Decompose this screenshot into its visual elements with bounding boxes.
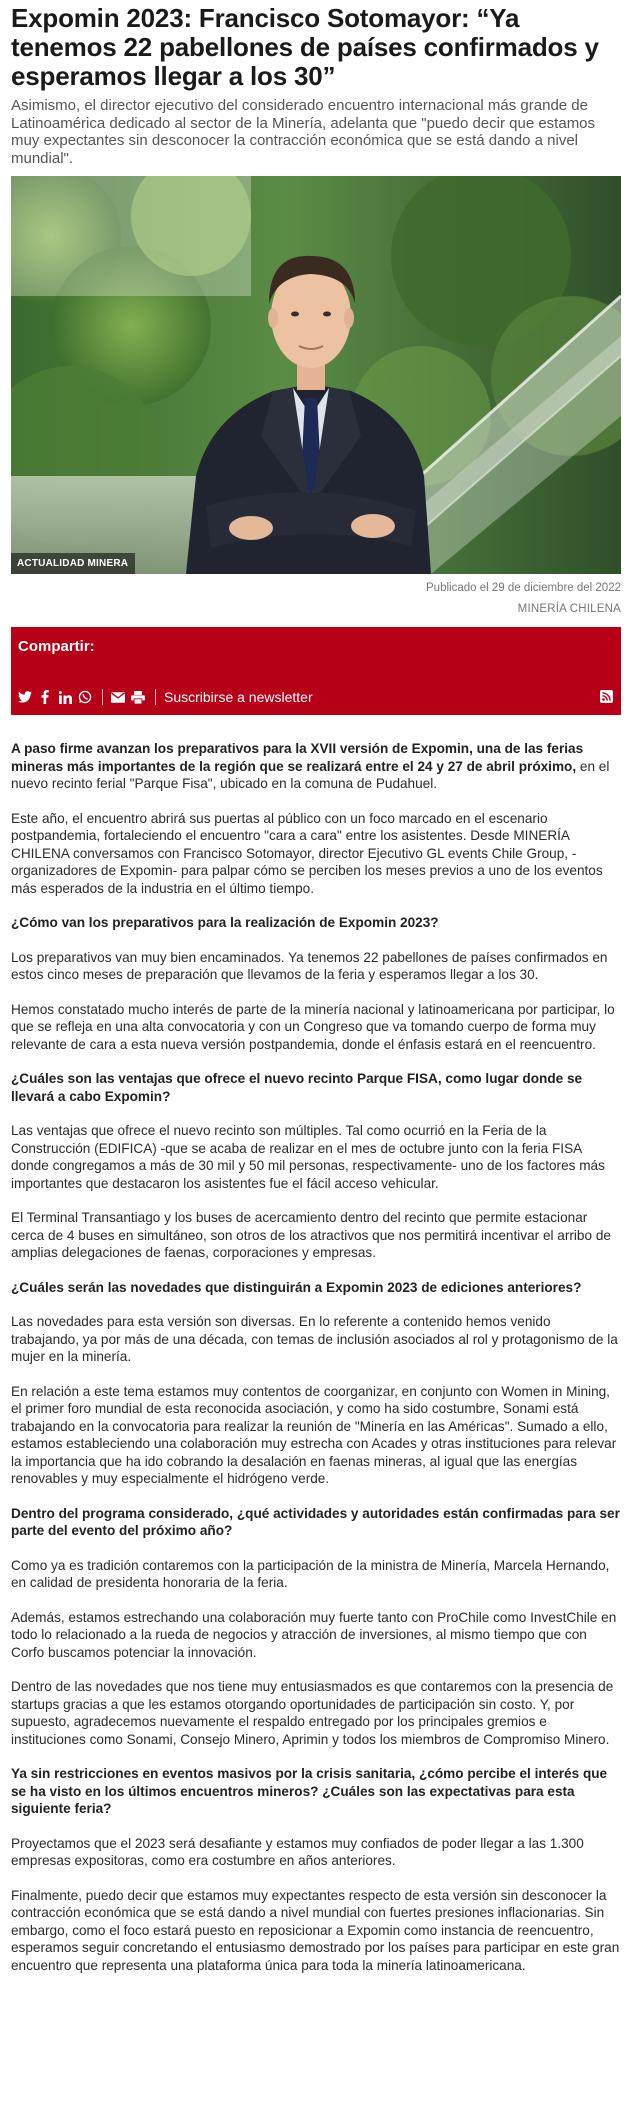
rss-icon[interactable] [600, 690, 613, 708]
question: ¿Cuáles serán las novedades que distinguirán a Expomin 2023 de ediciones anteriores? [11, 1279, 582, 1295]
publish-date: Publicado el 29 de diciembre del 2022 [426, 582, 621, 594]
newsletter-link[interactable]: Suscribirse a newsletter [164, 689, 313, 705]
answer-paragraph: Los preparativos van muy bien encaminados. Ya tenemos 22 pabellones de países confirmados en estos cinco meses de preparación que llevamos de la feria y esperamos llegar a los 30. [11, 949, 608, 982]
answer-paragraph: Proyectamos que el 2023 será desafiante y estamos muy confiados de poder llegar a las 1.300 empresas expositoras, como era costumbre en años anteriores. [11, 1835, 584, 1868]
answer-paragraph: Finalmente, puedo decir que estamos muy expectantes respecto de esta versión sin desconocer la contracción económica que se está dando a nivel mundial con fuertes presiones inflacionarias. Sin embargo, como el foco estará puesto en reposicionar a Expomin como instancia de reencuentro, esperamos seguir concretando el entusiasmo demostrado por los países para participar en este gran encuentro que representa una plataforma única para toda la minería latinoamericana. [11, 1887, 620, 1973]
answer-paragraph: En relación a este tema estamos muy contentos de coorganizar, en conjunto con Women in Mining, el primer foro mundial de esta reconocida asociación, y como ha sido costumbre, Sonami está trabajando en la convocatoria para realizar la reunión de "Minería en las Américas". Sumado a ello, estamos estableciendo una colaboración muy estrecha con Acades y otras instituciones para relevar la importancia que ha ido cobrando la desalación en faenas mineras, al igual que las energías renovables y muy especialmente el hidrógeno verde. [11, 1383, 617, 1486]
answer-paragraph: Como ya es tradición contaremos con la participación de la ministra de Minería, Marcela Hernando, en calidad de presidenta honoraria de la feria. [11, 1557, 610, 1590]
article-photo [11, 176, 621, 574]
intro-paragraph [11, 740, 621, 793]
answer-paragraph: Las ventajas que ofrece el nuevo recinto son múltiples. Tal como ocurrió en la Feria de la Construcción (EDIFICA) -que se acaba de realizar en el mes de octubre junto con la feria FISA donde congregamos a más de 30 mil y 50 mil personas, respectivamente- uno de los factores más importantes que destacaron los asistentes fue el fácil acceso vehicular. [11, 1123, 605, 1191]
facebook-icon[interactable] [38, 690, 52, 704]
photo-category-tag[interactable]: ACTUALIDAD MINERA [11, 553, 135, 574]
share-bar [11, 627, 621, 715]
whatsapp-icon[interactable] [78, 690, 92, 704]
question: ¿Cuáles son las ventajas que ofrece el nuevo recinto Parque FISA, como lugar donde se llevará a cabo Expomin? [11, 1071, 583, 1104]
linkedin-icon[interactable] [58, 690, 72, 704]
article-lead: Asimismo, el director ejecutivo del considerado encuentro internacional más grande de Latinoamérica dedicado al sector de la Minería, adelanta que "puedo decir que estamos muy expectantes sin desconocer la contracción económica que se está dando a nivel mundial". [11, 97, 596, 167]
share-divider [155, 689, 156, 705]
intro-rest: en el nuevo recinto ferial "Parque Fisa", ubicado en la comuna de Pudahuel. [11, 758, 610, 791]
paragraph: Este año, el encuentro abrirá sus puertas al público con un foco marcado en el escenario postpandemia, fortaleciendo el encuentro "cara a cara" entre los asistentes. Desde MINERÍA CHILENA conversamos con Francisco Sotomayor, director Ejecutivo GL events Chile Group, -organizadores de Expomin- para palpar cómo se perciben los meses previos a uno de los eventos más esperados de la industria en el último tiempo. [11, 810, 603, 896]
article-title: Expomin 2023: Francisco Sotomayor: “Ya tenemos 22 pabellones de países confirmados y esperamos llegar a los 30” [11, 3, 599, 91]
share-title: Compartir: [18, 638, 95, 655]
answer-paragraph: Dentro de las novedades que nos tiene muy entusiasmados es que contaremos con la presencia de startups gracias a que les estamos otorgando oportunidades de participación sin costo. Y, por supuesto, agradecemos nuevamente el respaldo entregado por los principales gremios e instituciones como Sonami, Consejo Minero, Aprimin y todos los miembros de Compromiso Minero. [11, 1679, 614, 1747]
source-label: MINERÍA CHILENA [517, 603, 621, 615]
answer-paragraph: El Terminal Transantiago y los buses de acercamiento dentro del recinto que permite estacionar cerca de 4 buses en simultáneo, son otros de los atractivos que nos permitirá incentivar el arribo de amplias delegaciones de faenas, corporaciones y empresas. [11, 1210, 611, 1260]
answer-paragraph: Las novedades para esta versión son diversas. En lo referente a contenido hemos venido trabajando, ya por más de una década, con temas de inclusión asociados al rol y protagonismo de la mujer en la minería. [11, 1314, 618, 1364]
article [11, 0, 621, 1974]
email-icon[interactable] [111, 690, 125, 704]
article-body [11, 740, 621, 1974]
share-links [18, 687, 313, 707]
portrait-image [11, 176, 621, 574]
share-divider [102, 689, 103, 705]
print-icon[interactable] [131, 690, 145, 704]
question: Dentro del programa considerado, ¿qué actividades y autoridades están confirmadas para ser parte del evento del próximo año? [11, 1505, 620, 1538]
answer-paragraph: Hemos constatado mucho interés de parte de la minería nacional y latinoamericana por participar, lo que se refleja en una alta convocatoria y con un Congreso que va tomando cuerpo de forma muy relevante de cara a esta nueva versión postpandemia, donde el énfasis estará en el reencuentro. [11, 1001, 615, 1052]
question: ¿Cómo van los preparativos para la realización de Expomin 2023? [11, 915, 439, 930]
answer-paragraph: Además, estamos estrechando una colaboración muy fuerte tanto con ProChile como InvestChile en todo lo relacionado a la rueda de negocios y atracción de inversiones, al mismo tiempo que con Corfo buscamos potenciar la innovación. [11, 1609, 617, 1660]
intro-bold: A paso firme avanzan los preparativos para la XVII versión de Expomin, una de las ferias mineras más importantes de la región que se realizará entre el 24 y 27 de abril próximo, [11, 741, 584, 774]
twitter-icon[interactable] [18, 690, 32, 704]
question: Ya sin restricciones en eventos masivos por la crisis sanitaria, ¿cómo percibe el interés que se ha visto en los últimos encuentros mineros? ¿Cuáles son las expectativas para esta siguiente feria? [11, 1766, 608, 1816]
